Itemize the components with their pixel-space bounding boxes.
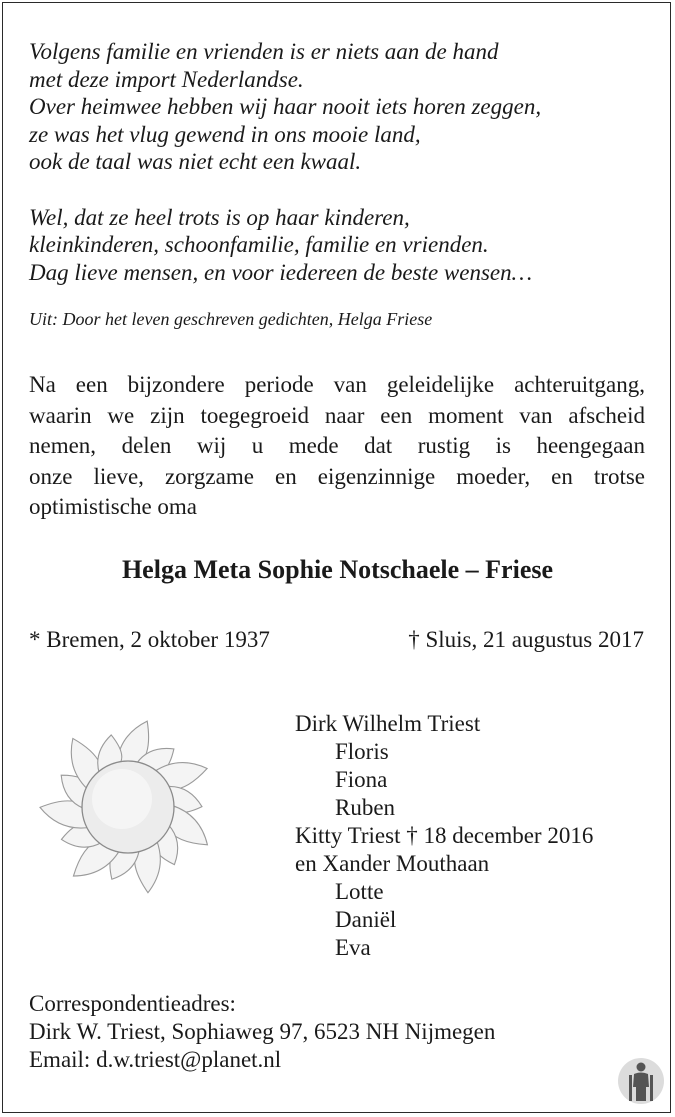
- correspondence: [29, 990, 495, 1074]
- poem-line: met deze import Nederlandse.: [29, 66, 304, 92]
- announcement-line: Na een bijzondere periode van geleidelijke achteruitgang,: [29, 372, 645, 397]
- poem-line: Over heimwee hebben wij haar nooit iets horen zeggen,: [29, 94, 542, 120]
- deceased-name: Helga Meta Sophie Notschaele – Friese: [121, 555, 554, 584]
- poem-line: kleinkinderen, schoonfamilie, familie en vrienden.: [29, 232, 489, 258]
- family-member: Fiona: [335, 767, 388, 792]
- death-info: † Sluis, 21 augustus 2017: [408, 627, 644, 652]
- poem-line: ook de taal was niet echt een kwaal.: [29, 149, 362, 175]
- announcement-line: optimistische oma: [29, 494, 198, 519]
- family-member: Dirk Wilhelm Triest: [295, 711, 481, 736]
- family-member: en Xander Mouthaan: [295, 851, 490, 876]
- correspondence-email[interactable]: Email: d.w.triest@planet.nl: [29, 1047, 282, 1072]
- family-member: Daniël: [335, 907, 397, 932]
- family-member: Eva: [335, 935, 371, 960]
- announcement-line: waarin we zijn toegegroeid naar een moment van afscheid: [29, 402, 645, 428]
- poem-line: Dag lieve mensen, en voor iedereen de beste wensen…: [29, 259, 533, 285]
- announcement-line: onze lieve, zorgzame en eigenzinnige moeder, en trotse: [29, 463, 645, 489]
- memorial-figure-logo-icon: [617, 1057, 665, 1105]
- announcement-line: nemen, delen wij u mede dat rustig is heengegaan: [29, 433, 645, 458]
- stanza-gap: [29, 176, 649, 204]
- family-list: [295, 710, 593, 962]
- family-member: Floris: [335, 739, 389, 764]
- family-member: Kitty Triest † 18 december 2016: [295, 823, 594, 848]
- correspondence-address: Dirk W. Triest, Sophiaweg 97, 6523 NH Nijmegen: [29, 1019, 496, 1044]
- birth-info: * Bremen, 2 oktober 1937: [29, 627, 270, 652]
- family-member: Lotte: [335, 879, 384, 904]
- poem: [29, 38, 649, 286]
- poem-line: ze was het vlug gewend in ons mooie land,: [29, 121, 421, 147]
- sun-illustration-icon: [38, 715, 218, 895]
- poem-line: Wel, dat ze heel trots is op haar kinderen,: [29, 204, 410, 230]
- announcement-text: [29, 370, 645, 523]
- poem-line: Volgens familie en vrienden is er niets aan de hand: [29, 39, 499, 64]
- poem-source: Uit: Door het leven geschreven gedichten, Helga Friese: [29, 309, 433, 329]
- correspondence-heading: Correspondentieadres:: [29, 991, 236, 1016]
- family-member: Ruben: [335, 795, 396, 820]
